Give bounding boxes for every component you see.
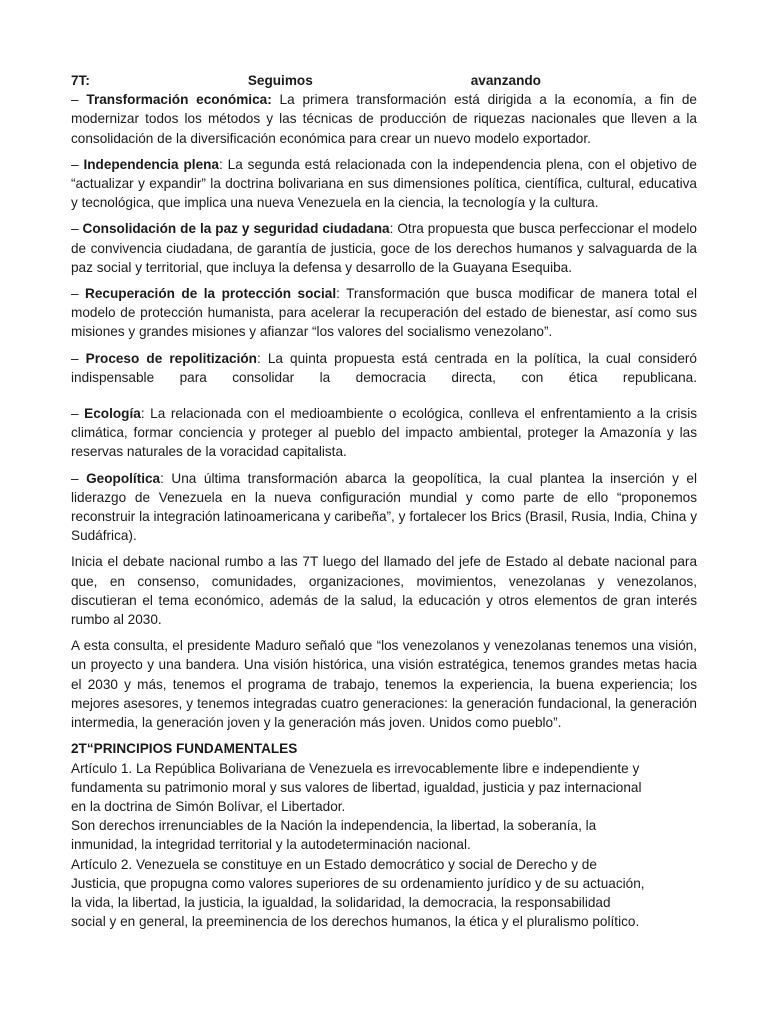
item-label: Consolidación de la paz y seguridad ciudadana <box>82 221 390 237</box>
item-label: Ecología <box>84 406 141 422</box>
item-text: : La relacionada con el medioambiente o ecológica, conlleva el enfrentamiento a la crisis climática, formar conciencia y proteger al pueblo del impacto ambiental, proteger la Amazonía y las reservas naturales de la voracidad capitalista. <box>71 406 698 460</box>
article-line: social y en general, la preeminencia de los derechos humanos, la ética y el pluralismo político. <box>71 914 640 930</box>
item-ecology: – Ecología: La relacionada con el medioambiente o ecológica, conlleva el enfrentamiento a la crisis climática, formar conciencia y proteger al pueblo del impacto ambiental, proteger la Amazonía y las reservas naturales de la voracidad capitalista. <box>71 406 698 460</box>
item-text: : La segunda está relacionada con la independencia plena, con el objetivo de “actualizar y expandir” la doctrina bolivariana en sus dimensiones política, científica, cultural, educativa y tecnológica, que implica una nueva Venezuela en la ciencia, la tecnología y la cultura. <box>71 156 697 211</box>
item-full-independence: – Independencia plena: La segunda está relacionada con la independencia plena, con el objetivo de “actualizar y expandir” la doctrina bolivariana en sus dimensiones política, científica, cultural, educativa y tecnológica, que implica una nueva Venezuela en la ciencia, la tecnología y la cultura. <box>71 156 697 211</box>
item-label: Transformación económica: <box>86 92 272 108</box>
constitution-articles <box>71 759 697 932</box>
title-part-2: Seguimos <box>247 73 313 88</box>
item-text: La primera transformación está dirigida a la economía, a fin de modernizar todos los métodos y las técnicas de producción de riquezas nacionales que lleven a la consolidación de la diversificación económica para crear un nuevo modelo exportador. <box>71 92 697 146</box>
item-label: Independencia plena <box>83 156 219 172</box>
item-peace-security: – Consolidación de la paz y seguridad ciudadana: Otra propuesta que busca perfeccionar el modelo de convivencia ciudadana, de garantía de justicia, goce de los derechos humanos y salvaguarda de la paz social y territorial, que incluya la defensa y desarrollo de la Guayana Esequiba. <box>71 221 697 275</box>
paragraph-maduro-quote: A esta consulta, el presidente Maduro señaló que “los venezolanos y venezolanas tenemos una visión, un proyecto y una bandera. Una visión histórica, una visión estratégica, tenemos grandes metas hacia el 2030 y más, tenemos el programa de trabajo, tenemos la experiencia, la buena experiencia; los mejores asesores, y tenemos integradas cuatro generaciones: la generación fundacional, la generación intermedia, la generación joven y la generación más joven. Unidos como pueblo”. <box>71 638 697 731</box>
document-body <box>71 71 697 931</box>
item-text: : Una última transformación abarca la geopolítica, la cual plantea la inserción y el liderazgo de Venezuela en la nueva configuración mundial y como parte de ello “proponemos reconstruir la integración latinoamericana y caribeña”, y fortalecer los Brics (Brasil, Rusia, India, China y Sudáfrica). <box>71 470 697 544</box>
item-social-protection: – Recuperación de la protección social: Transformación que busca modificar de manera total el modelo de protección humanista, para acelerar la recuperación del estado de bienestar, así como sus misiones y grandes misiones y afianzar “los valores del socialismo venezolano”. <box>71 286 698 340</box>
item-text: : La quinta propuesta está centrada en la política, la cual consideró indispensable para consolidar la democracia directa, con ética republicana. <box>71 350 697 385</box>
article-line: fundamenta su patrimonio moral y sus valores de libertad, igualdad, justicia y paz internacional <box>71 779 642 795</box>
article-line: Artículo 1. La República Bolivariana de Venezuela es irrevocablemente libre e independiente y <box>71 760 640 776</box>
item-geopolitics: – Geopolítica: Una última transformación abarca la geopolítica, la cual plantea la inserción y el liderazgo de Venezuela en la nueva configuración mundial y como parte de ello “proponemos reconstruir la integración latinoamericana y caribeña”, y fortalecer los Brics (Brasil, Rusia, India, China y Sudáfrica). <box>71 470 697 544</box>
item-text: : Otra propuesta que busca perfeccionar el modelo de convivencia ciudadana, de garantía de justicia, goce de los derechos humanos y salvaguarda de la paz social y territorial, que incluya la defensa y desarrollo de la Guayana Esequiba. <box>71 221 697 275</box>
section-title: 2T“PRINCIPIOS FUNDAMENTALES <box>71 741 298 757</box>
article-line: la vida, la libertad, la justicia, la igualdad, la solidaridad, la democracia, la responsabilidad <box>71 894 611 910</box>
article-line: inmunidad, la integridad territorial y la autodeterminación nacional. <box>71 837 471 853</box>
item-text: : Transformación que busca modificar de manera total el modelo de protección humanista, para acelerar la recuperación del estado de bienestar, así como sus misiones y grandes misiones y afianzar “los valores del socialismo venezolano”. <box>71 286 698 340</box>
paragraph-national-debate: Inicia el debate nacional rumbo a las 7T luego del llamado del jefe de Estado al debate nacional para que, en consenso, comunidades, organizaciones, movimientos, venezolanas y venezolanos, discutieran el tema económico, además de la salud, la educación y otros elementos de gran interés rumbo al 2030. <box>71 554 697 628</box>
item-repoliticization: – Proceso de repolitización: La quinta propuesta está centrada en la política, la cual consideró indispensable para consolidar la democracia directa, con ética republicana. <box>71 350 697 385</box>
document-title <box>71 71 541 90</box>
item-economic-transformation: – Transformación económica: La primera transformación está dirigida a la economía, a fin de modernizar todos los métodos y las técnicas de producción de riquezas nacionales que lleven a la consolidación de la diversificación económica para crear un nuevo modelo exportador. <box>71 92 697 146</box>
article-line: Artículo 2. Venezuela se constituye en un Estado democrático y social de Derecho y de <box>71 856 597 872</box>
article-line: en la doctrina de Simón Bolívar, el Libertador. <box>71 798 346 814</box>
item-label: Proceso de repolitización <box>85 350 257 366</box>
article-line: Son derechos irrenunciables de la Nación la independencia, la libertad, la soberanía, la <box>71 818 597 834</box>
title-part-3: avanzando <box>470 73 541 88</box>
title-part-1: 7T: <box>71 73 90 88</box>
article-line: Justicia, que propugna como valores superiores de su ordenamiento jurídico y de su actuación, <box>71 875 645 891</box>
item-label: Geopolítica <box>86 470 161 486</box>
item-label: Recuperación de la protección social <box>85 286 337 302</box>
